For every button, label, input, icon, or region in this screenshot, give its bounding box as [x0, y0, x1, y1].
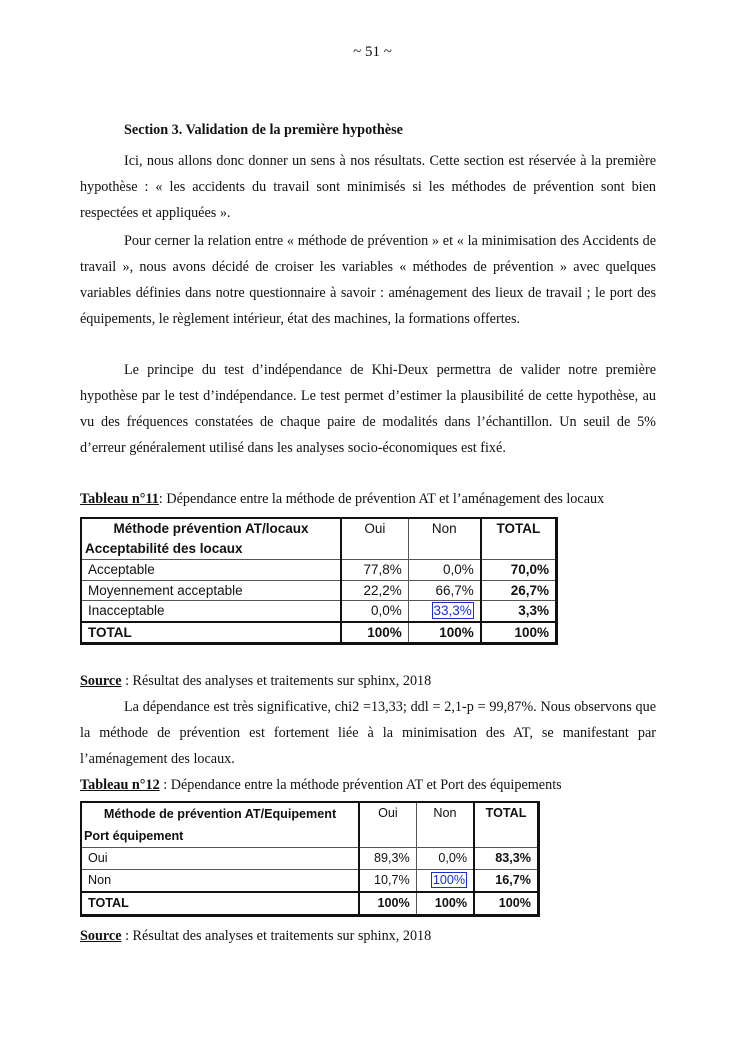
- table-caption: [80, 491, 604, 508]
- paragraph: La dépendance est très significative, chi2 =13,33; ddl = 2,1-p = 99,87%. Nous observons que la méthode de prévention est fortement liée à la minimisation des AT, se manifestant par l’aménagement des locaux.: [80, 699, 656, 767]
- table-header-label: Méthode de prévention AT/Equipement Port équipement: [81, 802, 359, 848]
- col-header: Oui: [341, 518, 408, 560]
- table-row: Moyennement acceptable 22,2% 66,7% 26,7%: [81, 580, 557, 601]
- col-header: TOTAL: [481, 518, 557, 560]
- section-title: Section 3. Validation de la première hypothèse: [124, 122, 403, 138]
- table-11: [80, 517, 558, 645]
- table-row-total: TOTAL 100% 100% 100%: [81, 622, 557, 644]
- highlighted-cell: 100%: [432, 873, 466, 887]
- source-note: Source : Résultat des analyses et traitements sur sphinx, 2018: [80, 928, 432, 944]
- caption-text: : Dépendance entre la méthode de prévention AT et l’aménagement des locaux: [158, 491, 605, 507]
- col-header: TOTAL: [474, 802, 538, 848]
- table-row: Acceptable 77,8% 0,0% 70,0%: [81, 560, 557, 581]
- source-note: Source : Résultat des analyses et traitements sur sphinx, 2018: [80, 673, 432, 689]
- caption-label: Tableau n°11: [80, 491, 159, 507]
- col-header: Non: [408, 518, 480, 560]
- paragraph: Le principe du test d’indépendance de Khi-Deux permettra de valider notre première hypothèse par le test d’indépendance. Le test permet d’estimer la plausibilité de cette hypothèse, au vu des fréquences constatées de chaque paire de modalités dans l’échantillon. Un seuil de 5% d’erreur généralement utilisé dans les analyses socio-économiques est fixé.: [80, 362, 656, 456]
- table-row: Non 10,7% 100% 16,7%: [81, 870, 539, 893]
- page-number: ~ 51 ~: [353, 44, 392, 60]
- paragraph: Ici, nous allons donc donner un sens à nos résultats. Cette section est réservée à la première hypothèse : « les accidents du travail sont minimisés si les méthodes de prévention sont bien respectées et appliquées ».: [80, 153, 656, 221]
- table-12: [80, 801, 540, 917]
- col-header: Oui: [359, 802, 416, 848]
- col-header: Non: [416, 802, 474, 848]
- table-row: Inacceptable 0,0% 33,3% 3,3%: [81, 601, 557, 622]
- table-header-label: Méthode prévention AT/locaux Acceptabilité des locaux: [81, 518, 341, 560]
- highlighted-cell: 33,3%: [433, 603, 472, 619]
- paragraph: Pour cerner la relation entre « méthode de prévention » et « la minimisation des Accidents de travail », nous avons décidé de croiser les variables « méthodes de prévention » avec quelques variables définies dans notre questionnaire à savoir : aménagement des lieux de travail ; le port des équipements, le règlement intérieur, état des machines, la formations offertes.: [80, 233, 656, 327]
- caption-text: : Dépendance entre la méthode prévention AT et Port des équipements: [159, 777, 562, 793]
- table-caption: [80, 777, 562, 794]
- caption-label: Tableau n°12: [80, 777, 160, 793]
- table-row-total: TOTAL 100% 100% 100%: [81, 892, 539, 916]
- table-row: Oui 89,3% 0,0% 83,3%: [81, 848, 539, 870]
